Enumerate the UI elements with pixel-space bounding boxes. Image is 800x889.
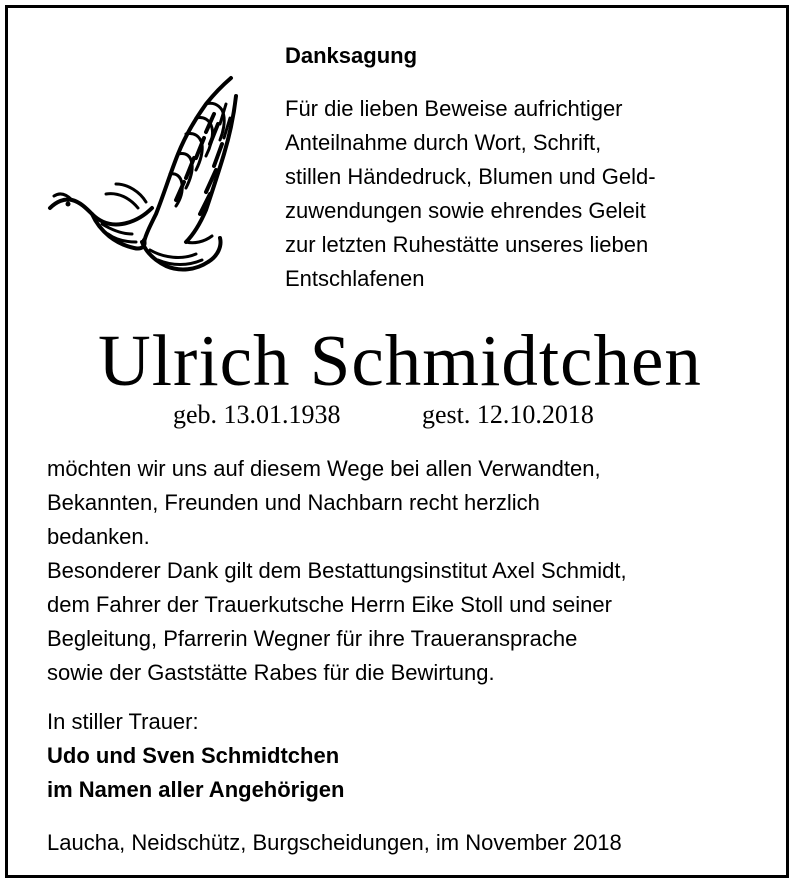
intro-line: Anteilnahme durch Wort, Schrift,: [285, 130, 602, 155]
mourners-names: Udo und Sven Schmidtchen: [47, 743, 340, 768]
body-line: sowie der Gaststätte Rabes für die Bewirtung.: [47, 660, 495, 685]
intro-line: stillen Händedruck, Blumen und Geld-: [285, 164, 656, 189]
body-line: dem Fahrer der Trauerkutsche Herrn Eike Stoll und seiner: [47, 592, 612, 617]
mourning-intro: In stiller Trauer:: [47, 709, 199, 734]
intro-line: zur letzten Ruhestätte unseres lieben: [285, 232, 649, 257]
death-date: gest. 12.10.2018: [422, 400, 594, 429]
birth-date: geb. 13.01.1938: [173, 400, 341, 429]
body-line: Begleitung, Pfarrerin Wegner für ihre Traueransprache: [47, 626, 578, 651]
body-line: bedanken.: [47, 524, 150, 549]
mourners-relatives: im Namen aller Angehörigen: [47, 777, 345, 802]
intro-line: zuwendungen sowie ehrendes Geleit: [285, 198, 646, 223]
deceased-name: Ulrich Schmidtchen: [98, 320, 702, 401]
notice-heading: Danksagung: [285, 43, 418, 68]
body-line: Bekannten, Freunden und Nachbarn recht herzlich: [47, 490, 540, 515]
praying-hands-dove-icon: [46, 74, 242, 276]
thanks-text: [47, 452, 627, 690]
intro-line: Entschlafenen: [285, 266, 425, 291]
mourners-block: [47, 705, 344, 807]
intro-line: Für die lieben Beweise aufrichtiger: [285, 96, 623, 121]
body-line: möchten wir uns auf diesem Wege bei allen Verwandten,: [47, 456, 601, 481]
body-line: Besonderer Dank gilt dem Bestattungsinstitut Axel Schmidt,: [47, 558, 627, 583]
intro-text: [285, 92, 656, 296]
place-and-date: Laucha, Neidschütz, Burgscheidungen, im November 2018: [47, 830, 622, 855]
